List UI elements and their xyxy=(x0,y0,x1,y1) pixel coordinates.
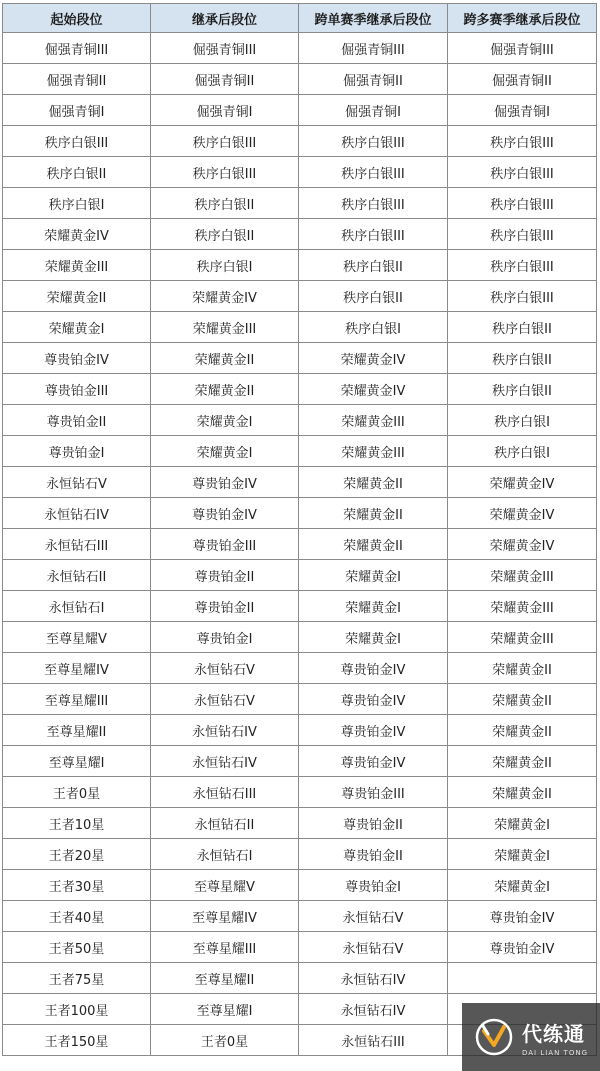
multi-season-rank-cell: 倔强青铜II xyxy=(448,64,597,95)
single-season-rank-cell: 秩序白银II xyxy=(299,281,448,312)
header-inherited-rank: 继承后段位 xyxy=(151,4,299,33)
multi-season-rank-cell: 秩序白银II xyxy=(448,312,597,343)
table-row xyxy=(3,312,597,343)
single-season-rank-cell: 秩序白银III xyxy=(299,219,448,250)
multi-season-rank-cell: 荣耀黄金IV xyxy=(448,467,597,498)
single-season-rank-cell: 秩序白银III xyxy=(299,157,448,188)
table-row xyxy=(3,157,597,188)
multi-season-rank-cell: 秩序白银III xyxy=(448,219,597,250)
single-season-rank-cell: 尊贵铂金IV xyxy=(299,746,448,777)
daliantong-logo-icon xyxy=(474,1017,514,1057)
header-start-rank: 起始段位 xyxy=(3,4,151,33)
start-rank-cell: 尊贵铂金III xyxy=(3,374,151,405)
table-row xyxy=(3,64,597,95)
multi-season-rank-cell: 荣耀黄金IV xyxy=(448,529,597,560)
inherited-rank-cell: 秩序白银III xyxy=(151,126,299,157)
inherited-rank-cell: 永恒钻石V xyxy=(151,684,299,715)
inherited-rank-cell: 秩序白银I xyxy=(151,250,299,281)
single-season-rank-cell: 荣耀黄金I xyxy=(299,622,448,653)
table-row xyxy=(3,467,597,498)
inherited-rank-cell: 永恒钻石II xyxy=(151,808,299,839)
table-row xyxy=(3,777,597,808)
table-row xyxy=(3,808,597,839)
table-row xyxy=(3,281,597,312)
start-rank-cell: 秩序白银II xyxy=(3,157,151,188)
start-rank-cell: 王者75星 xyxy=(3,963,151,994)
header-single-season-inherited-rank: 跨单赛季继承后段位 xyxy=(299,4,448,33)
table-row xyxy=(3,653,597,684)
start-rank-cell: 尊贵铂金II xyxy=(3,405,151,436)
inherited-rank-cell: 倔强青铜III xyxy=(151,33,299,64)
start-rank-cell: 王者0星 xyxy=(3,777,151,808)
inherited-rank-cell: 荣耀黄金III xyxy=(151,312,299,343)
single-season-rank-cell: 荣耀黄金II xyxy=(299,498,448,529)
table-row xyxy=(3,250,597,281)
header-row xyxy=(3,4,597,33)
inherited-rank-cell: 荣耀黄金IV xyxy=(151,281,299,312)
start-rank-cell: 王者50星 xyxy=(3,932,151,963)
start-rank-cell: 永恒钻石II xyxy=(3,560,151,591)
single-season-rank-cell: 荣耀黄金I xyxy=(299,560,448,591)
table-row xyxy=(3,405,597,436)
inherited-rank-cell: 秩序白银II xyxy=(151,219,299,250)
multi-season-rank-cell: 荣耀黄金II xyxy=(448,653,597,684)
multi-season-rank-cell: 秩序白银III xyxy=(448,157,597,188)
single-season-rank-cell: 荣耀黄金II xyxy=(299,467,448,498)
table-row xyxy=(3,343,597,374)
multi-season-rank-cell: 秩序白银III xyxy=(448,250,597,281)
multi-season-rank-cell: 秩序白银III xyxy=(448,281,597,312)
start-rank-cell: 王者30星 xyxy=(3,870,151,901)
multi-season-rank-cell: 荣耀黄金I xyxy=(448,808,597,839)
inherited-rank-cell: 荣耀黄金II xyxy=(151,374,299,405)
start-rank-cell: 尊贵铂金IV xyxy=(3,343,151,374)
inherited-rank-cell: 至尊星耀III xyxy=(151,932,299,963)
inherited-rank-cell: 永恒钻石V xyxy=(151,653,299,684)
single-season-rank-cell: 秩序白银III xyxy=(299,126,448,157)
inherited-rank-cell: 尊贵铂金IV xyxy=(151,498,299,529)
single-season-rank-cell: 尊贵铂金II xyxy=(299,839,448,870)
single-season-rank-cell: 永恒钻石IV xyxy=(299,994,448,1025)
single-season-rank-cell: 尊贵铂金IV xyxy=(299,653,448,684)
table-row xyxy=(3,529,597,560)
inherited-rank-cell: 至尊星耀I xyxy=(151,994,299,1025)
single-season-rank-cell: 荣耀黄金I xyxy=(299,591,448,622)
inherited-rank-cell: 尊贵铂金III xyxy=(151,529,299,560)
multi-season-rank-cell: 秩序白银III xyxy=(448,126,597,157)
inherited-rank-cell: 荣耀黄金I xyxy=(151,405,299,436)
inherited-rank-cell: 尊贵铂金II xyxy=(151,560,299,591)
single-season-rank-cell: 荣耀黄金III xyxy=(299,405,448,436)
table-header xyxy=(3,4,597,33)
multi-season-rank-cell: 尊贵铂金IV xyxy=(448,932,597,963)
table-row xyxy=(3,219,597,250)
start-rank-cell: 永恒钻石I xyxy=(3,591,151,622)
single-season-rank-cell: 荣耀黄金IV xyxy=(299,343,448,374)
watermark-title: 代练通 xyxy=(522,1021,585,1046)
start-rank-cell: 至尊星耀II xyxy=(3,715,151,746)
inherited-rank-cell: 永恒钻石IV xyxy=(151,715,299,746)
inherited-rank-cell: 王者0星 xyxy=(151,1025,299,1056)
table-row xyxy=(3,932,597,963)
table-row xyxy=(3,436,597,467)
watermark-text xyxy=(522,1018,588,1057)
multi-season-rank-cell: 秩序白银II xyxy=(448,343,597,374)
table-row xyxy=(3,870,597,901)
inherited-rank-cell: 永恒钻石I xyxy=(151,839,299,870)
single-season-rank-cell: 永恒钻石V xyxy=(299,901,448,932)
table-row xyxy=(3,622,597,653)
start-rank-cell: 荣耀黄金II xyxy=(3,281,151,312)
inherited-rank-cell: 永恒钻石IV xyxy=(151,746,299,777)
single-season-rank-cell: 尊贵铂金I xyxy=(299,870,448,901)
single-season-rank-cell: 倔强青铜I xyxy=(299,95,448,126)
single-season-rank-cell: 荣耀黄金III xyxy=(299,436,448,467)
inherited-rank-cell: 至尊星耀V xyxy=(151,870,299,901)
inherited-rank-cell: 秩序白银III xyxy=(151,157,299,188)
start-rank-cell: 荣耀黄金III xyxy=(3,250,151,281)
multi-season-rank-cell: 荣耀黄金III xyxy=(448,622,597,653)
start-rank-cell: 倔强青铜III xyxy=(3,33,151,64)
multi-season-rank-cell: 倔强青铜I xyxy=(448,95,597,126)
multi-season-rank-cell: 倔强青铜III xyxy=(448,33,597,64)
start-rank-cell: 王者40星 xyxy=(3,901,151,932)
table-row xyxy=(3,591,597,622)
start-rank-cell: 永恒钻石IV xyxy=(3,498,151,529)
single-season-rank-cell: 倔强青铜III xyxy=(299,33,448,64)
multi-season-rank-cell: 尊贵铂金IV xyxy=(448,901,597,932)
multi-season-rank-cell: 秩序白银I xyxy=(448,405,597,436)
start-rank-cell: 秩序白银I xyxy=(3,188,151,219)
inherited-rank-cell: 永恒钻石III xyxy=(151,777,299,808)
single-season-rank-cell: 永恒钻石IV xyxy=(299,963,448,994)
start-rank-cell: 至尊星耀I xyxy=(3,746,151,777)
inherited-rank-cell: 倔强青铜II xyxy=(151,64,299,95)
inherited-rank-cell: 秩序白银II xyxy=(151,188,299,219)
single-season-rank-cell: 永恒钻石V xyxy=(299,932,448,963)
table-row xyxy=(3,498,597,529)
table-row xyxy=(3,746,597,777)
multi-season-rank-cell: 荣耀黄金II xyxy=(448,746,597,777)
inherited-rank-cell: 尊贵铂金IV xyxy=(151,467,299,498)
single-season-rank-cell: 秩序白银III xyxy=(299,188,448,219)
single-season-rank-cell: 倔强青铜II xyxy=(299,64,448,95)
table-row xyxy=(3,560,597,591)
single-season-rank-cell: 永恒钻石III xyxy=(299,1025,448,1056)
multi-season-rank-cell: 荣耀黄金IV xyxy=(448,498,597,529)
table-row xyxy=(3,963,597,994)
single-season-rank-cell: 尊贵铂金IV xyxy=(299,715,448,746)
start-rank-cell: 荣耀黄金IV xyxy=(3,219,151,250)
table-row xyxy=(3,95,597,126)
table-row xyxy=(3,374,597,405)
table-body xyxy=(3,33,597,1056)
start-rank-cell: 至尊星耀V xyxy=(3,622,151,653)
multi-season-rank-cell: 荣耀黄金I xyxy=(448,839,597,870)
single-season-rank-cell: 秩序白银I xyxy=(299,312,448,343)
table-row xyxy=(3,188,597,219)
rank-inheritance-table-container xyxy=(2,3,597,1056)
table-row xyxy=(3,33,597,64)
start-rank-cell: 永恒钻石V xyxy=(3,467,151,498)
multi-season-rank-cell xyxy=(448,963,597,994)
start-rank-cell: 至尊星耀III xyxy=(3,684,151,715)
inherited-rank-cell: 至尊星耀II xyxy=(151,963,299,994)
start-rank-cell: 至尊星耀IV xyxy=(3,653,151,684)
single-season-rank-cell: 尊贵铂金II xyxy=(299,808,448,839)
table-row xyxy=(3,839,597,870)
multi-season-rank-cell: 秩序白银I xyxy=(448,436,597,467)
multi-season-rank-cell: 荣耀黄金II xyxy=(448,777,597,808)
start-rank-cell: 秩序白银III xyxy=(3,126,151,157)
multi-season-rank-cell: 秩序白银II xyxy=(448,374,597,405)
start-rank-cell: 尊贵铂金I xyxy=(3,436,151,467)
start-rank-cell: 倔强青铜II xyxy=(3,64,151,95)
single-season-rank-cell: 尊贵铂金IV xyxy=(299,684,448,715)
inherited-rank-cell: 尊贵铂金I xyxy=(151,622,299,653)
start-rank-cell: 王者150星 xyxy=(3,1025,151,1056)
table-row xyxy=(3,901,597,932)
inherited-rank-cell: 至尊星耀IV xyxy=(151,901,299,932)
inherited-rank-cell: 尊贵铂金II xyxy=(151,591,299,622)
start-rank-cell: 王者10星 xyxy=(3,808,151,839)
multi-season-rank-cell: 荣耀黄金III xyxy=(448,560,597,591)
rank-inheritance-table xyxy=(2,3,597,1056)
inherited-rank-cell: 荣耀黄金I xyxy=(151,436,299,467)
single-season-rank-cell: 尊贵铂金III xyxy=(299,777,448,808)
start-rank-cell: 永恒钻石III xyxy=(3,529,151,560)
multi-season-rank-cell: 荣耀黄金II xyxy=(448,715,597,746)
start-rank-cell: 王者100星 xyxy=(3,994,151,1025)
multi-season-rank-cell: 秩序白银III xyxy=(448,188,597,219)
single-season-rank-cell: 秩序白银II xyxy=(299,250,448,281)
start-rank-cell: 倔强青铜I xyxy=(3,95,151,126)
multi-season-rank-cell: 荣耀黄金III xyxy=(448,591,597,622)
table-row xyxy=(3,715,597,746)
start-rank-cell: 王者20星 xyxy=(3,839,151,870)
multi-season-rank-cell: 荣耀黄金II xyxy=(448,684,597,715)
header-multi-season-inherited-rank: 跨多赛季继承后段位 xyxy=(448,4,597,33)
watermark-logo xyxy=(462,1003,600,1071)
single-season-rank-cell: 荣耀黄金IV xyxy=(299,374,448,405)
start-rank-cell: 荣耀黄金I xyxy=(3,312,151,343)
single-season-rank-cell: 荣耀黄金II xyxy=(299,529,448,560)
table-row xyxy=(3,684,597,715)
table-row xyxy=(3,126,597,157)
multi-season-rank-cell: 荣耀黄金I xyxy=(448,870,597,901)
inherited-rank-cell: 荣耀黄金II xyxy=(151,343,299,374)
watermark-subtitle: DAI LIAN TONG xyxy=(522,1048,589,1057)
inherited-rank-cell: 倔强青铜I xyxy=(151,95,299,126)
